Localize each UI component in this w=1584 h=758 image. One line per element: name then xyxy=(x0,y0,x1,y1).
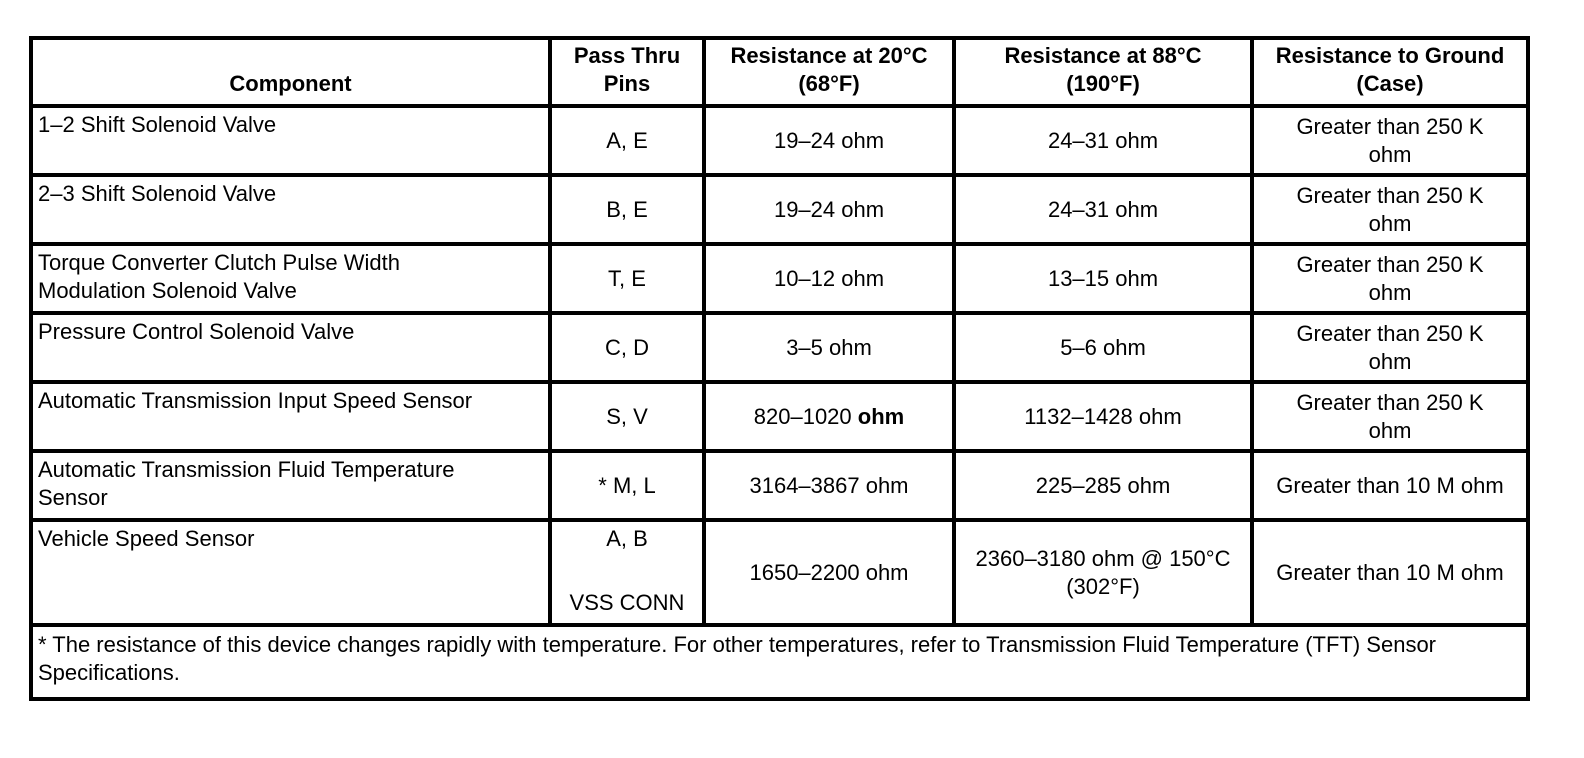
cell-r88: 1132–1428 ohm xyxy=(954,382,1252,451)
cell-r88: 5–6 ohm xyxy=(954,313,1252,382)
header-component: Component xyxy=(31,38,550,106)
table-row xyxy=(31,175,1528,244)
table-row xyxy=(31,313,1528,382)
cell-component: 2–3 Shift Solenoid Valve xyxy=(31,175,550,244)
cell-r88: 225–285 ohm xyxy=(954,451,1252,520)
cell-pins: C, D xyxy=(550,313,704,382)
cell-ground: Greater than 250 K ohm xyxy=(1252,106,1528,175)
resistance-spec-table xyxy=(29,36,1530,701)
cell-component: 1–2 Shift Solenoid Valve xyxy=(31,106,550,175)
cell-r20: 10–12 ohm xyxy=(704,244,954,313)
table-row xyxy=(31,106,1528,175)
cell-ground: Greater than 250 K ohm xyxy=(1252,175,1528,244)
footnote: * The resistance of this device changes rapidly with temperature. For other temperatures, refer to Transmission Fluid Temperature (TFT) Sensor Specifications. xyxy=(31,625,1528,699)
cell-r88: 24–31 ohm xyxy=(954,175,1252,244)
cell-r20: 1650–2200 ohm xyxy=(704,520,954,625)
cell-ground: Greater than 10 M ohm xyxy=(1252,451,1528,520)
cell-r88: 13–15 ohm xyxy=(954,244,1252,313)
cell-r88: 24–31 ohm xyxy=(954,106,1252,175)
cell-pins: A, E xyxy=(550,106,704,175)
cell-component: Automatic Transmission Input Speed Sensor xyxy=(31,382,550,451)
table-row xyxy=(31,451,1528,520)
header-resistance-88c: Resistance at 88°C (190°F) xyxy=(954,38,1252,106)
cell-r20 xyxy=(704,382,954,451)
cell-pins-connector: VSS CONN xyxy=(569,590,685,615)
cell-r20: 3164–3867 ohm xyxy=(704,451,954,520)
cell-r20: 19–24 ohm xyxy=(704,175,954,244)
cell-ground: Greater than 250 K ohm xyxy=(1252,244,1528,313)
cell-pins: B, E xyxy=(550,175,704,244)
cell-r20: 19–24 ohm xyxy=(704,106,954,175)
table-row xyxy=(31,244,1528,313)
cell-pins: T, E xyxy=(550,244,704,313)
spec-table-container xyxy=(29,36,1526,701)
cell-ground: Greater than 250 K ohm xyxy=(1252,313,1528,382)
cell-pins xyxy=(550,520,704,625)
cell-r88: 2360–3180 ohm @ 150°C (302°F) xyxy=(954,520,1252,625)
header-resistance-20c: Resistance at 20°C (68°F) xyxy=(704,38,954,106)
cell-ground: Greater than 10 M ohm xyxy=(1252,520,1528,625)
cell-ground: Greater than 250 K ohm xyxy=(1252,382,1528,451)
cell-r20: 3–5 ohm xyxy=(704,313,954,382)
header-pins: Pass Thru Pins xyxy=(550,38,704,106)
cell-r20-value: 820–1020 xyxy=(753,403,852,429)
table-row xyxy=(31,520,1528,625)
header-resistance-ground: Resistance to Ground (Case) xyxy=(1252,38,1528,106)
cell-component: Torque Converter Clutch Pulse Width Modulation Solenoid Valve xyxy=(31,244,550,313)
cell-component: Vehicle Speed Sensor xyxy=(31,520,550,625)
cell-component: Pressure Control Solenoid Valve xyxy=(31,313,550,382)
cell-pins: S, V xyxy=(550,382,704,451)
header-row xyxy=(31,38,1528,106)
cell-r20-unit: ohm xyxy=(857,403,905,429)
footnote-row xyxy=(31,625,1528,699)
cell-component: Automatic Transmission Fluid Temperature Sensor xyxy=(31,451,550,520)
table-row xyxy=(31,382,1528,451)
cell-pins-top: A, B xyxy=(606,526,648,551)
cell-pins: * M, L xyxy=(550,451,704,520)
